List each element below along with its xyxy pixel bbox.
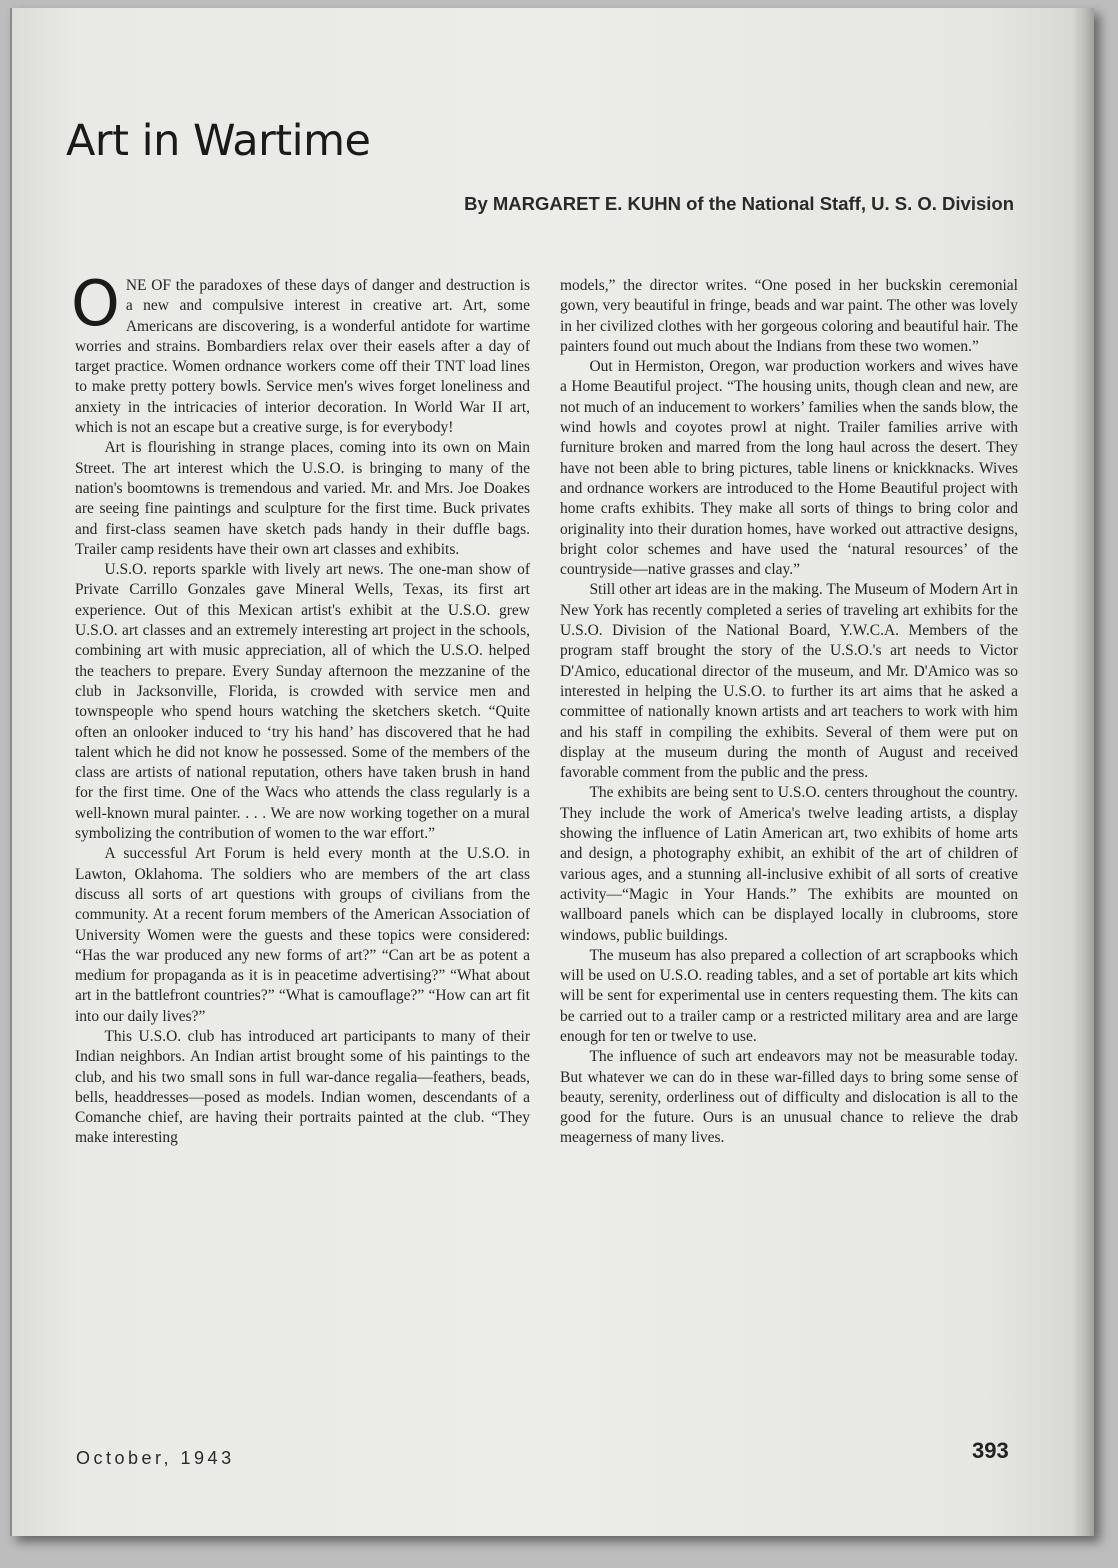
magazine-page <box>10 8 1094 1536</box>
drop-cap: O <box>71 267 120 340</box>
paragraph: This U.S.O. club has introduced art participants to many of their Indian neighbors. An Indian artist brought some of his paintings to the club, and his two small sons in full war-dance regalia—feathers, beads, bells, headdresses—posed as models. Indian women, descendants of a Comanche chief, are having their portraits painted at the club. “They make interesting <box>75 1027 530 1147</box>
paragraph: Out in Hermiston, Oregon, war production workers and wives have a Home Beautiful project. “The housing units, though clean and new, are not much of an inducement to workers’ families when the sands blow, the wind howls and coyotes prowl at night. Trailer families arrive with furniture broken and marred from the long haul across the desert. They have not been able to bring pictures, table linens or knickknacks. Wives and ordnance workers are introduced to the Home Beautiful project with home crafts exhibits. They make all sorts of things to bring color and originality into their duration homes, have worked out attractive designs, bright color schemes and have used the ‘natural resources’ of the countryside—native grasses and clay.” <box>560 358 1018 579</box>
article-byline: By MARGARET E. KUHN of the National Staff, U. S. O. Division <box>464 193 1014 214</box>
paragraph: The influence of such art endeavors may not be measurable today. But whatever we can do in these war-filled days to bring some sense of beauty, serenity, orderliness out of difficulty and dislocation is all to the good for the future. Ours is an unusual chance to relieve the drab meagerness of many lives. <box>560 1048 1018 1147</box>
right-column <box>560 276 1018 1149</box>
paragraph: The exhibits are being sent to U.S.O. centers throughout the country. They include the work of America's twelve leading artists, a display showing the influence of Latin American art, two exhibits of home arts and design, a photography exhibit, an exhibit of the art of children of various ages, and a stunning all-inclusive exhibit of all sorts of creative activity—“Magic in Your Hands.” The exhibits are mounted on wallboard panels which can be displayed locally in clubrooms, store windows, public buildings. <box>560 784 1018 944</box>
paragraph: The museum has also prepared a collection of art scrapbooks which will be used on U.S.O. reading tables, and a set of portable art kits which will be sent for experimental use in centers requesting them. The kits can be carried out to a trailer camp or a restricted military area and are large enough for ten or twelve to use. <box>560 946 1018 1045</box>
page-number: 393 <box>972 1438 1009 1463</box>
paragraph <box>71 267 530 438</box>
paragraph: U.S.O. reports sparkle with lively art news. The one-man show of Private Carrillo Gonzales gave Mineral Wells, Texas, its first art experience. Out of this Mexican artist's exhibit at the U.S.O. grew U.S.O. art classes and an extremely interesting art project in the schools, combining art with music appreciation, all of which the U.S.O. helped the teachers to prepare. Every Sunday afternoon the mezzanine of the club in Jacksonville, Florida, is crowded with service men and townspeople who spend hours watching the sketchers sketch. “Quite often an onlooker induced to ‘try his hand’ has discovered that he had talent which he did not know he possessed. Some of the members of the class are artists of national reputation, others have taken brush in hand for the first time. One of the Wacs who attends the class regularly is a well-known mural painter. . . . We are now working together on a mural symbolizing the contribution of women to the war effort.” <box>75 561 530 843</box>
paragraph: Art is flourishing in strange places, coming into its own on Main Street. The art interest which the U.S.O. is bringing to many of the nation's boomtowns is tremendous and varied. Mr. and Mrs. Joe Doakes are seeing fine paintings and sculpture for the first time. Buck privates and first-class seamen have sketch pads handy in their duffle bags. Trailer camp residents have their own art classes and exhibits. <box>75 439 530 558</box>
article-title: Art in Wartime <box>66 116 371 166</box>
paragraph-text: NE OF the paradoxes of these days of danger and destruction is a new and compulsive interest in creative art. Art, some Americans are discovering, is a wonderful antidote for wartime worries and strains. Bombardiers relax over their easels after a day of target practice. Women ordnance workers come off their TNT load lines to make pretty pottery bowls. Service men's wives forget loneliness and anxiety in the intricacies of interior decoration. In World War II art, which is not an escape but a creative surge, is for everybody! <box>75 277 530 437</box>
paragraph: models,” the director writes. “One posed in her buckskin ceremonial gown, very beautiful in fringe, beads and war paint. The other was lovely in her civilized clothes with her gorgeous coloring and beautiful hair. The painters found out much about the Indians from these two women.” <box>560 277 1018 355</box>
page-spine-shadow <box>1072 8 1094 1536</box>
paragraph: A successful Art Forum is held every month at the U.S.O. in Lawton, Oklahoma. The soldiers who are members of the art class discuss all sorts of art questions with groups of civilians from the community. At a recent forum members of the American Association of University Women were the guests and these topics were considered: “Has the war produced any new forms of art?” “Can art be as potent a medium for propaganda as it is in peacetime advertising?” “What about art in the battlefront countries?” “What is camouflage?” “How can art fit into our daily lives?” <box>75 845 530 1025</box>
issue-date: October, 1943 <box>76 1448 235 1468</box>
paragraph: Still other art ideas are in the making. The Museum of Modern Art in New York has recently completed a series of traveling art exhibits for the U.S.O. Division of the National Board, Y.W.C.A. Members of the program staff brought the story of the U.S.O.'s art needs to Victor D'Amico, educational director of the museum, and Mr. D'Amico was so interested in helping the U.S.O. to further its art aims that he asked a committee of nationally known artists and art teachers to work with him and his staff in compiling the exhibits. Several of them were put on display at the museum during the month of August and received favorable comment from the public and the press. <box>560 581 1018 782</box>
left-column <box>71 267 530 1149</box>
